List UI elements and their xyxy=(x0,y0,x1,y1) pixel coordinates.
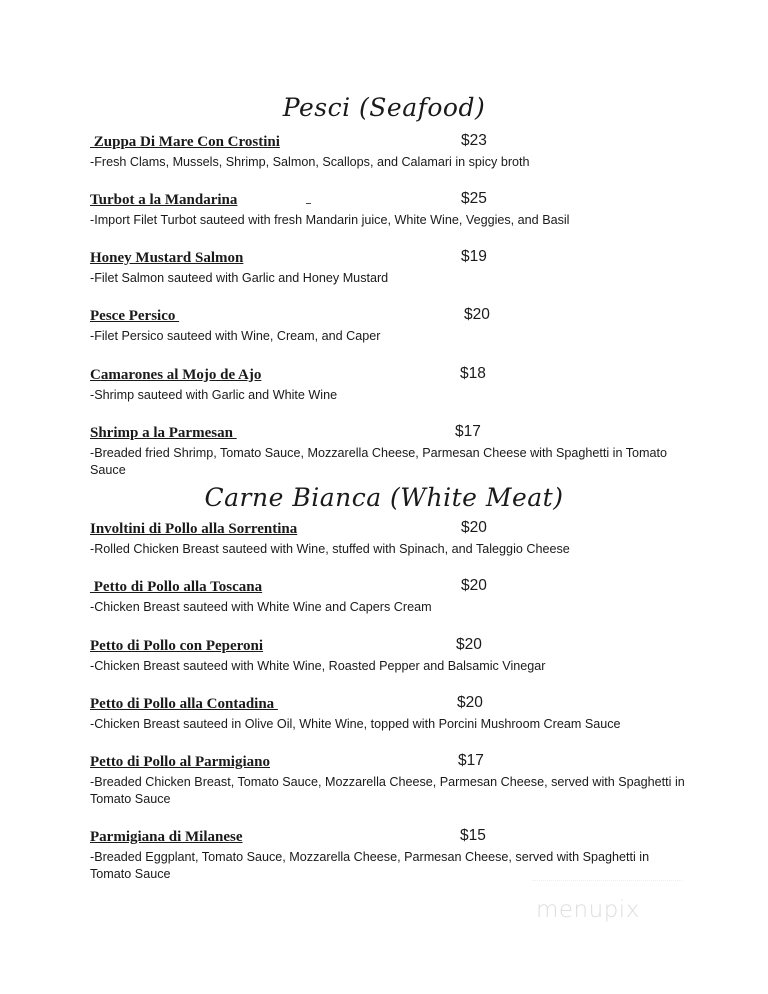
item-description: -Rolled Chicken Breast sauteed with Wine, stuffed with Spinach, and Taleggio Cheese xyxy=(90,542,570,556)
menu-item xyxy=(90,424,690,479)
item-description: -Breaded Chicken Breast, Tomato Sauce, Mozzarella Cheese, Parmesan Cheese, served with Spaghetti in Tomato Sauce xyxy=(90,775,685,806)
item-description: -Chicken Breast sauteed in Olive Oil, White Wine, topped with Porcini Mushroom Cream Sauce xyxy=(90,717,621,731)
stray-mark xyxy=(306,203,311,204)
item-price: $17 xyxy=(458,752,484,769)
menu-item xyxy=(90,578,690,616)
item-price: $15 xyxy=(460,827,486,844)
menupix-watermark: menupix xyxy=(536,897,640,923)
item-name: Zuppa Di Mare Con Crostini xyxy=(90,134,280,150)
item-description: -Breaded Eggplant, Tomato Sauce, Mozzarella Cheese, Parmesan Cheese, served with Spaghetti in Tomato Sauce xyxy=(90,850,650,881)
menu-item xyxy=(90,695,690,733)
item-price: $18 xyxy=(460,365,486,382)
item-description: -Shrimp sauteed with Garlic and White Wine xyxy=(90,388,338,402)
item-description: -Filet Persico sauteed with Wine, Cream, and Caper xyxy=(90,329,381,343)
item-name: Petto di Pollo alla Toscana xyxy=(90,579,263,595)
section-title-seafood: Pesci (Seafood) xyxy=(282,93,486,122)
item-price: $20 xyxy=(464,306,490,323)
item-description: -Import Filet Turbot sauteed with fresh Mandarin juice, White Wine, Veggies, and Basil xyxy=(90,213,570,227)
item-description: -Filet Salmon sauteed with Garlic and Honey Mustard xyxy=(90,271,389,285)
item-price: $20 xyxy=(457,694,483,711)
item-name: Turbot a la Mandarina xyxy=(90,192,238,208)
item-name: Parmigiana di Milanese xyxy=(90,829,243,845)
item-description: -Chicken Breast sauteed with White Wine, Roasted Pepper and Balsamic Vinegar xyxy=(90,659,546,673)
item-description: -Fresh Clams, Mussels, Shrimp, Salmon, Scallops, and Calamari in spicy broth xyxy=(90,155,530,169)
watermark-decoration xyxy=(532,880,682,887)
item-name: Involtini di Pollo alla Sorrentina xyxy=(90,521,298,537)
item-name: Shrimp a la Parmesan xyxy=(90,425,237,441)
menu-item xyxy=(90,637,690,675)
item-price: $20 xyxy=(456,636,482,653)
item-name: Petto di Pollo con Peperoni xyxy=(90,638,264,654)
menu-item xyxy=(90,753,690,808)
item-description: -Breaded fried Shrimp, Tomato Sauce, Mozzarella Cheese, Parmesan Cheese with Spaghetti in Tomato Sauce xyxy=(90,446,668,477)
item-description: -Chicken Breast sauteed with White Wine and Capers Cream xyxy=(90,600,432,614)
item-name: Petto di Pollo al Parmigiano xyxy=(90,754,270,770)
menu-item xyxy=(90,191,690,229)
item-name: Petto di Pollo alla Contadina xyxy=(90,696,278,712)
item-price: $20 xyxy=(461,577,487,594)
section-title-white-meat: Carne Bianca (White Meat) xyxy=(204,483,564,512)
item-price: $20 xyxy=(461,519,487,536)
menu-item xyxy=(90,520,690,558)
menu-item xyxy=(90,133,690,171)
item-price: $19 xyxy=(461,248,487,265)
item-price: $25 xyxy=(461,190,487,207)
item-price: $23 xyxy=(461,132,487,149)
menu-item xyxy=(90,828,690,883)
menu-item xyxy=(90,249,690,287)
item-name: Honey Mustard Salmon xyxy=(90,250,244,266)
menu-item xyxy=(90,366,690,404)
item-price: $17 xyxy=(455,423,481,440)
item-name: Camarones al Mojo de Ajo xyxy=(90,367,262,383)
item-name: Pesce Persico xyxy=(90,308,180,324)
menu-item xyxy=(90,307,690,345)
